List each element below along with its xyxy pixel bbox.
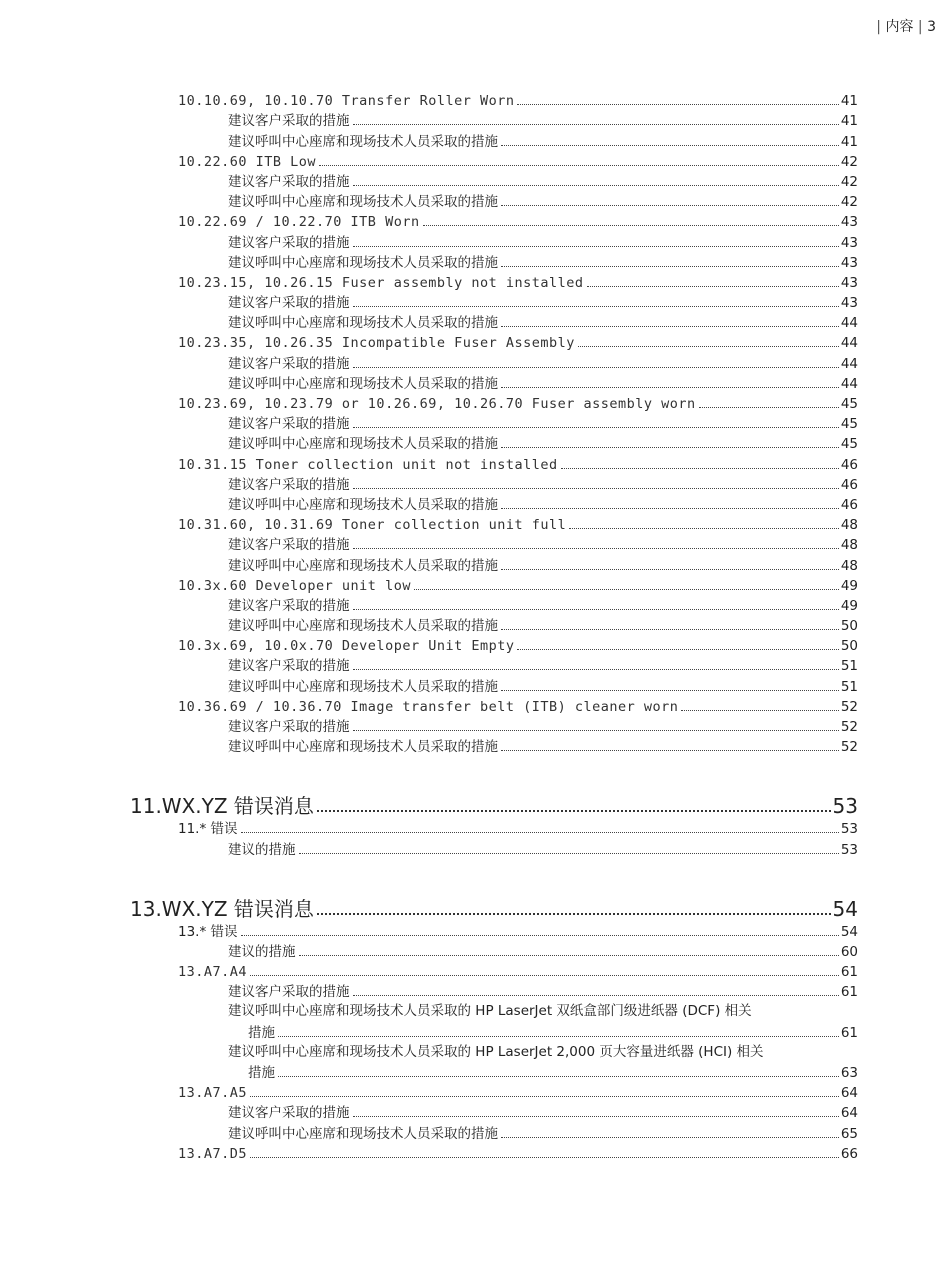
toc-page-number: 60 <box>840 943 858 960</box>
dot-leader <box>353 367 839 368</box>
toc-page-number: 44 <box>840 335 858 352</box>
toc-entry-title-line2: 措施 <box>248 1065 275 1082</box>
toc-entry-title: 建议呼叫中心座席和现场技术人员采取的措施 <box>228 254 498 271</box>
toc-entry[interactable] <box>0 453 858 473</box>
toc-entry-title: 建议呼叫中心座席和现场技术人员采取的措施 <box>228 436 498 453</box>
toc-page-number: 53 <box>832 794 858 819</box>
toc-entry-title: 建议呼叫中心座席和现场技术人员采取的措施 <box>228 133 498 150</box>
toc-page-number: 42 <box>840 153 858 170</box>
dot-leader <box>561 468 839 469</box>
toc-page-number: 51 <box>840 658 858 675</box>
toc-entry[interactable] <box>0 981 858 1001</box>
toc-page-number: 54 <box>832 896 858 921</box>
dot-leader <box>501 326 839 327</box>
toc-page-number: 54 <box>840 923 858 940</box>
toc-entry-title: 建议客户采取的措施 <box>228 1105 350 1122</box>
toc-entry[interactable] <box>0 130 858 150</box>
toc-entry[interactable] <box>0 413 858 433</box>
toc-entry[interactable] <box>0 1102 858 1122</box>
toc-entry[interactable] <box>0 615 858 635</box>
dot-leader <box>353 730 839 731</box>
toc-page-number: 43 <box>840 295 858 312</box>
toc-entry-title-line1: 建议呼叫中心座席和现场技术人员采取的 HP LaserJet 双纸盒部门级进纸器 (DCF) 相关 <box>228 1003 752 1020</box>
toc-entry-title: 建议客户采取的措施 <box>228 234 350 251</box>
toc-entry-title: 建议客户采取的措施 <box>228 355 350 372</box>
toc-entry[interactable] <box>0 272 858 292</box>
toc-page-number: 64 <box>840 1105 858 1122</box>
toc-page-number: 46 <box>840 476 858 493</box>
toc-entry-title: 建议呼叫中心座席和现场技术人员采取的措施 <box>228 194 498 211</box>
toc-entry-title: 建议呼叫中心座席和现场技术人员采取的措施 <box>228 375 498 392</box>
toc-page-number: 41 <box>840 113 858 130</box>
dot-leader <box>681 710 838 711</box>
toc-page-number: 53 <box>840 841 858 858</box>
toc-page-number: 46 <box>840 496 858 513</box>
toc-entry[interactable] <box>0 1082 858 1102</box>
toc-page-number: 49 <box>840 577 858 594</box>
toc-entry[interactable] <box>0 292 858 312</box>
toc-entry[interactable] <box>0 514 858 534</box>
toc-entry[interactable] <box>0 921 858 941</box>
toc-entry[interactable] <box>0 838 858 858</box>
toc-page-number: 65 <box>840 1125 858 1142</box>
toc-page-number: 43 <box>840 214 858 231</box>
toc-entry[interactable] <box>0 252 858 272</box>
toc-entry-title: 建议客户采取的措施 <box>228 476 350 493</box>
toc-page-number: 43 <box>840 254 858 271</box>
toc-entry-wrapped[interactable] <box>0 1001 858 1041</box>
dot-leader <box>501 690 839 691</box>
toc-entry-line2 <box>228 1062 858 1082</box>
toc-page-number: 44 <box>840 375 858 392</box>
toc-page-number: 48 <box>840 537 858 554</box>
toc-page-number: 53 <box>840 821 858 838</box>
toc-entry-wrapped[interactable] <box>0 1042 858 1082</box>
header-page-number: 3 <box>927 19 936 35</box>
toc-entry-title: 13.A7.A4 <box>178 964 248 981</box>
toc-entry-title: 建议客户采取的措施 <box>228 597 350 614</box>
toc-entry-title: 建议呼叫中心座席和现场技术人员采取的措施 <box>228 618 498 635</box>
dot-leader <box>299 955 839 956</box>
toc-entry[interactable] <box>0 474 858 494</box>
dot-leader <box>241 935 839 936</box>
toc-page-number: 52 <box>840 719 858 735</box>
dot-leader <box>501 387 839 388</box>
toc-entry-title: 建议呼叫中心座席和现场技术人员采取的措施 <box>228 557 498 574</box>
toc-entry[interactable] <box>0 494 858 514</box>
toc-entry-title-line2: 措施 <box>248 1024 275 1041</box>
dot-leader <box>319 165 839 166</box>
toc-entry[interactable] <box>0 110 858 130</box>
toc-entry[interactable] <box>0 675 858 695</box>
toc-entry[interactable] <box>0 90 858 110</box>
toc-entry[interactable] <box>0 941 858 961</box>
toc-entry-title: 建议客户采取的措施 <box>228 537 350 554</box>
toc-entry-title: 建议呼叫中心座席和现场技术人员采取的措施 <box>228 739 498 756</box>
toc-page-number: 43 <box>840 274 858 291</box>
toc-page-number: 45 <box>840 416 858 433</box>
dot-leader <box>501 145 839 146</box>
dot-leader <box>517 649 838 650</box>
toc-page-number: 43 <box>840 234 858 251</box>
toc-entry-title: 10.3x.69, 10.0x.70 Developer Unit Empty <box>178 638 515 655</box>
dot-leader <box>517 104 838 105</box>
toc-entry-title: 10.10.69, 10.10.70 Transfer Roller Worn <box>178 93 515 110</box>
table-of-contents <box>0 90 950 1163</box>
toc-chapter-title: 11.WX.YZ 错误消息 <box>130 794 314 819</box>
toc-entry-title: 建议的措施 <box>228 943 296 960</box>
toc-entry-title: 建议客户采取的措施 <box>228 416 350 433</box>
dot-leader <box>353 246 839 247</box>
toc-page-number: 49 <box>840 597 858 614</box>
toc-page-number: 46 <box>840 456 858 473</box>
toc-page-number: 51 <box>840 678 858 695</box>
toc-entry-title: 13.A7.D5 <box>178 1145 248 1162</box>
toc-entry-title: 10.22.60 ITB Low <box>178 153 317 170</box>
toc-entry[interactable] <box>0 736 858 756</box>
toc-entry-title: 13.* 错误 <box>178 923 238 940</box>
toc-entry[interactable] <box>0 716 858 736</box>
dot-leader <box>414 589 839 590</box>
toc-entry[interactable] <box>0 332 858 352</box>
dot-leader <box>353 669 839 670</box>
toc-page-number: 61 <box>840 1024 858 1041</box>
spacer <box>0 756 950 792</box>
dot-leader <box>353 995 839 996</box>
dot-leader <box>250 1157 839 1158</box>
toc-entry[interactable] <box>0 554 858 574</box>
toc-entry-title: 11.* 错误 <box>178 821 238 838</box>
toc-chapter-11[interactable] <box>0 792 858 818</box>
dot-leader <box>699 407 839 408</box>
toc-entry[interactable] <box>0 211 858 231</box>
dot-leader <box>501 447 839 448</box>
dot-leader <box>501 205 839 206</box>
dot-leader <box>353 548 839 549</box>
toc-entry-title: 10.22.69 / 10.22.70 ITB Worn <box>178 214 420 231</box>
toc-entry[interactable] <box>0 961 858 981</box>
toc-entry[interactable] <box>0 352 858 372</box>
header-section: 内容 <box>885 19 914 35</box>
toc-entry-title: 建议呼叫中心座席和现场技术人员采取的措施 <box>228 496 498 513</box>
toc-entry[interactable] <box>0 1143 858 1163</box>
toc-entry-title: 建议呼叫中心座席和现场技术人员采取的措施 <box>228 678 498 695</box>
dot-leader <box>353 124 839 125</box>
toc-entry-title: 建议客户采取的措施 <box>228 173 350 190</box>
toc-entry[interactable] <box>0 373 858 393</box>
toc-page-number: 50 <box>840 638 858 655</box>
toc-page-number: 41 <box>840 133 858 150</box>
dot-leader <box>241 832 839 833</box>
dot-leader <box>299 853 839 854</box>
toc-entry-title: 10.3x.60 Developer unit low <box>178 577 411 594</box>
toc-page-number: 66 <box>840 1145 858 1162</box>
toc-entry[interactable] <box>0 635 858 655</box>
dot-leader <box>501 750 839 751</box>
toc-chapter-title: 13.WX.YZ 错误消息 <box>130 896 314 921</box>
toc-page-number: 63 <box>840 1065 858 1082</box>
toc-entry-title: 建议客户采取的措施 <box>228 719 350 735</box>
dot-leader <box>501 1137 839 1138</box>
dot-leader <box>353 609 839 610</box>
toc-page-number: 48 <box>840 557 858 574</box>
toc-section-10 <box>0 90 950 756</box>
toc-page-number: 61 <box>840 984 858 1001</box>
dot-leader <box>317 810 831 812</box>
dot-leader <box>501 266 839 267</box>
header-separator: | <box>913 19 928 35</box>
toc-entry-title-line1: 建议呼叫中心座席和现场技术人员采取的 HP LaserJet 2,000 页大容量进纸器 (HCI) 相关 <box>228 1043 764 1060</box>
dot-leader <box>501 629 839 630</box>
toc-page-number: 44 <box>840 355 858 372</box>
dot-leader <box>501 569 839 570</box>
toc-entry[interactable] <box>0 433 858 453</box>
toc-page-number: 48 <box>840 517 858 534</box>
toc-entry[interactable] <box>0 191 858 211</box>
toc-entry[interactable] <box>0 696 858 716</box>
toc-page-number: 52 <box>840 739 858 756</box>
toc-entry-title: 13.A7.A5 <box>178 1085 248 1102</box>
dot-leader <box>578 346 839 347</box>
toc-page-number: 64 <box>840 1085 858 1102</box>
toc-entry-title: 10.23.15, 10.26.15 Fuser assembly not installed <box>178 274 584 291</box>
toc-entry-title: 10.31.15 Toner collection unit not installed <box>178 456 558 473</box>
toc-entry[interactable] <box>0 312 858 332</box>
dot-leader <box>278 1036 839 1037</box>
toc-entry-title: 建议呼叫中心座席和现场技术人员采取的措施 <box>228 315 498 332</box>
toc-entry[interactable] <box>0 575 858 595</box>
header-separator: | <box>876 19 886 35</box>
toc-entry-title: 建议客户采取的措施 <box>228 113 350 130</box>
toc-entry[interactable] <box>0 595 858 615</box>
toc-page-number: 45 <box>840 436 858 453</box>
dot-leader <box>353 185 839 186</box>
toc-entry-title: 10.23.35, 10.26.35 Incompatible Fuser Assembly <box>178 335 575 352</box>
spacer <box>0 859 950 895</box>
toc-entry[interactable] <box>0 1122 858 1142</box>
dot-leader <box>317 913 831 915</box>
toc-entry[interactable] <box>0 231 858 251</box>
toc-entry-title: 建议客户采取的措施 <box>228 658 350 675</box>
dot-leader <box>423 225 839 226</box>
dot-leader <box>353 488 839 489</box>
toc-page-number: 41 <box>840 93 858 110</box>
toc-entry[interactable] <box>0 534 858 554</box>
toc-entry-line2 <box>228 1022 858 1042</box>
toc-page-number: 50 <box>840 618 858 635</box>
toc-page-number: 42 <box>840 173 858 190</box>
toc-entry-title: 建议呼叫中心座席和现场技术人员采取的措施 <box>228 1125 498 1142</box>
toc-entry-title: 10.31.60, 10.31.69 Toner collection unit full <box>178 517 567 534</box>
toc-entry-title: 建议客户采取的措施 <box>228 295 350 312</box>
toc-entry[interactable] <box>0 393 858 413</box>
toc-chapter-13[interactable] <box>0 895 858 921</box>
dot-leader <box>587 286 839 287</box>
toc-page-number: 52 <box>840 698 858 715</box>
dot-leader <box>353 306 839 307</box>
dot-leader <box>278 1076 839 1077</box>
toc-page-number: 42 <box>840 194 858 211</box>
dot-leader <box>353 1116 839 1117</box>
toc-entry-title: 10.36.69 / 10.36.70 Image transfer belt (ITB) cleaner worn <box>178 698 679 715</box>
toc-entry[interactable] <box>0 171 858 191</box>
dot-leader <box>250 975 839 976</box>
dot-leader <box>250 1096 839 1097</box>
toc-page-number: 45 <box>840 396 858 412</box>
toc-entry[interactable] <box>0 151 858 171</box>
toc-entry-title: 10.23.69, 10.23.79 or 10.26.69, 10.26.70 Fuser assembly worn <box>178 396 696 412</box>
toc-entry-title: 建议客户采取的措施 <box>228 984 350 1001</box>
toc-entry-title: 建议的措施 <box>228 841 296 858</box>
running-header <box>876 16 936 36</box>
dot-leader <box>501 508 839 509</box>
dot-leader <box>353 427 839 428</box>
toc-entry[interactable] <box>0 818 858 838</box>
dot-leader <box>569 528 839 529</box>
toc-page-number: 44 <box>840 315 858 332</box>
toc-page-number: 61 <box>840 964 858 981</box>
toc-entry[interactable] <box>0 655 858 675</box>
